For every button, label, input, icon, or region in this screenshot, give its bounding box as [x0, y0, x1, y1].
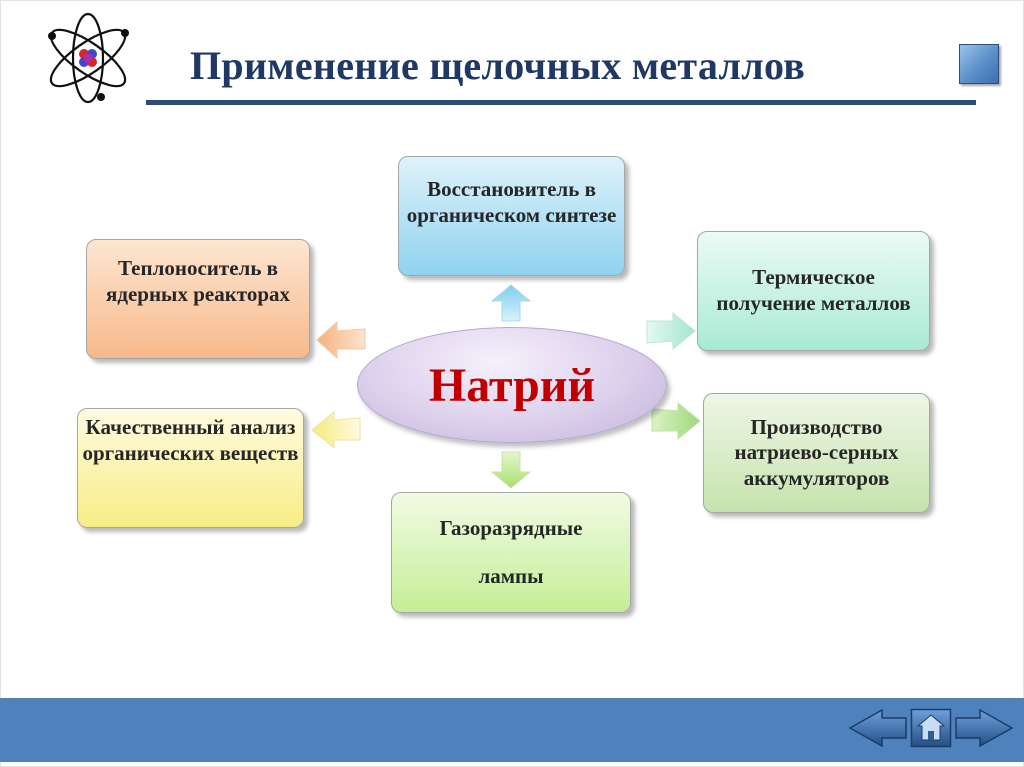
node-thermal-production	[697, 231, 930, 351]
node-qualitative-analysis	[77, 408, 304, 528]
node-discharge-lamps-line2: лампы	[478, 563, 544, 588]
node-discharge-lamps	[391, 492, 631, 613]
node-batteries-label: Производство натриево-серных аккумуляторов	[734, 414, 899, 490]
home-icon[interactable]	[910, 708, 952, 748]
arrow-left-bottom	[310, 408, 362, 452]
arrow-right-icon[interactable]	[954, 708, 1014, 748]
node-coolant-label: Теплоноситель в ядерных реакторах	[105, 256, 291, 306]
node-thermal-production-label: Термическое получение металлов	[716, 265, 911, 315]
center-node-label: Натрий	[428, 358, 596, 412]
node-batteries	[703, 393, 930, 513]
arrow-up	[490, 283, 532, 323]
node-reducing-agent	[398, 156, 625, 276]
node-qualitative-analysis-label: Качественный анализ органических веществ	[82, 415, 299, 465]
arrow-left-top	[315, 316, 367, 360]
atom-icon	[38, 8, 138, 108]
slide-title: Применение щелочных металлов	[190, 43, 806, 88]
arrow-down	[490, 450, 532, 490]
arrow-left-icon[interactable]	[848, 708, 908, 748]
arrow-right-top	[645, 309, 697, 353]
title-divider	[146, 100, 976, 105]
arrow-right-bottom	[650, 399, 702, 443]
node-discharge-lamps-line1: Газоразрядные	[439, 515, 583, 540]
corner-square-icon	[959, 44, 999, 84]
center-node	[357, 327, 667, 443]
node-reducing-agent-label: Восстановитель в органическом синтезе	[406, 177, 617, 227]
node-coolant	[86, 239, 310, 359]
